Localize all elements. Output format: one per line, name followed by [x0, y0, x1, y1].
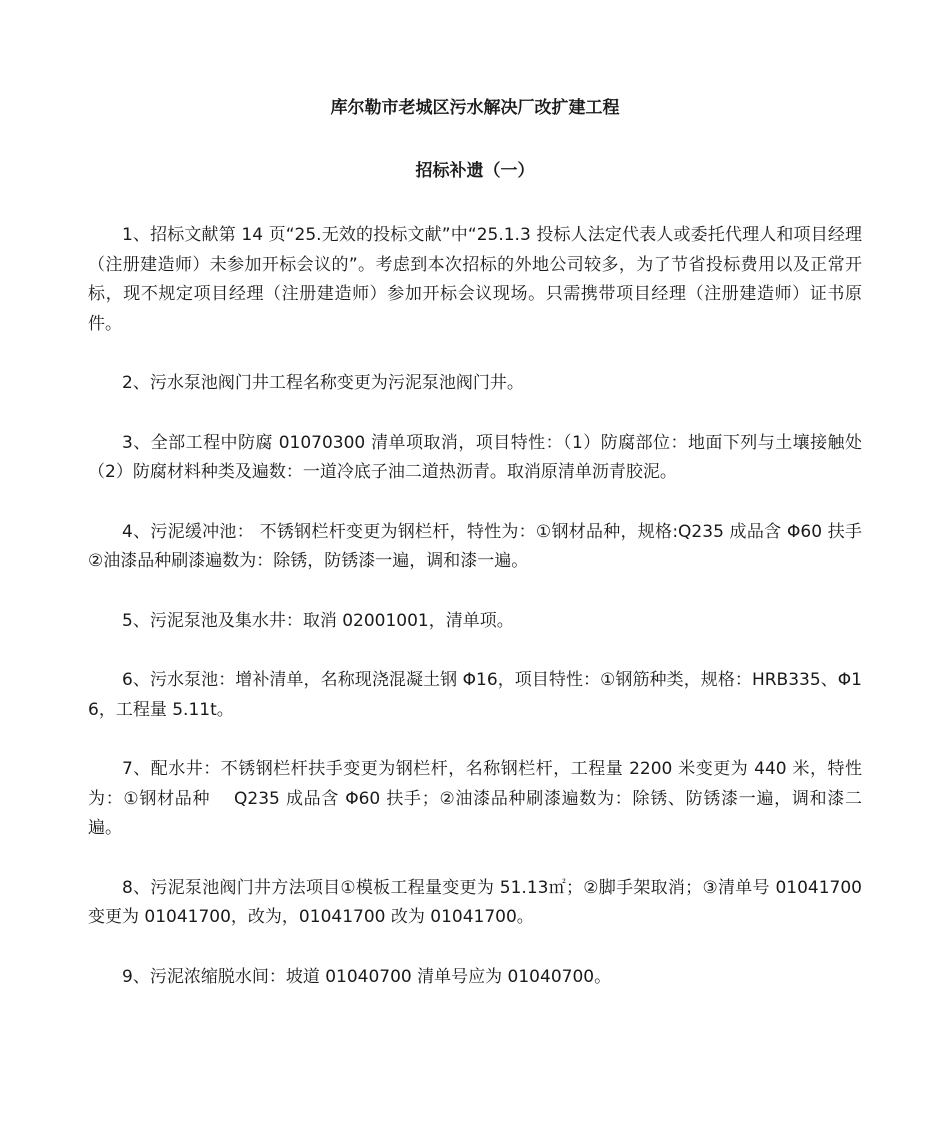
addendum-item-3: 3、全部工程中防腐 01070300 清单项取消，项目特性：（1）防腐部位：地面下列与土壤接触处（2）防腐材料种类及遍数：一道冷底子油二道热沥青。取消原清单沥青胶泥。: [88, 432, 862, 482]
addendum-item-8: 8、污泥泵池阀门井方法项目①模板工程量变更为 51.13㎡；②脚手架取消；③清单号 01041700 变更为 01041700，改为，01041700 改为 01041700。: [88, 877, 862, 927]
addendum-item-2: 2、污水泵池阀门井工程名称变更为污泥泵池阀门井。: [122, 373, 524, 393]
addendum-item-6: 6、污水泵池：增补清单，名称现浇混凝土钢 Φ16，项目特性：①钢筋种类，规格：HRB335、Φ16，工程量 5.11t。: [88, 670, 862, 720]
document-subtitle: 招标补遗（一）: [415, 161, 535, 181]
addendum-item-4: 4、污泥缓冲池： 不锈钢栏杆变更为钢栏杆，特性为：①钢材品种，规格:Q235 成品含 Φ60 扶手②油漆品种刷漆遍数为：除锈，防锈漆一遍，调和漆一遍。: [88, 521, 862, 571]
document-title: 库尔勒市老城区污水解决厂改扩建工程: [330, 98, 620, 118]
addendum-item-1: 1、招标文献第 14 页“25.无效的投标文献”中“25.1.3 投标人法定代表人或委托代理人和项目经理（注册建造师）未参加开标会议的”。考虑到本次招标的外地公司较多，为了节省投标费用以及正常开标，现不规定项目经理（注册建造师）参加开标会议现场。只需携带项目经理（注册建造师）证书原件。: [88, 225, 862, 334]
addendum-items: [88, 221, 862, 1022]
addendum-item-9: 9、污泥浓缩脱水间：坡道 01040700 清单号应为 01040700。: [122, 966, 612, 987]
addendum-item-5: 5、污泥泵池及集水井：取消 02001001，清单项。: [122, 610, 514, 631]
addendum-item-7: 7、配水井：不锈钢栏杆扶手变更为钢栏杆，名称钢栏杆，工程量 2200 米变更为 440 米，特性为：①钢材品种 Q235 成品含 Φ60 扶手；②油漆品种刷漆遍数为：除锈、防锈漆一遍，调和漆二遍。: [88, 759, 862, 838]
